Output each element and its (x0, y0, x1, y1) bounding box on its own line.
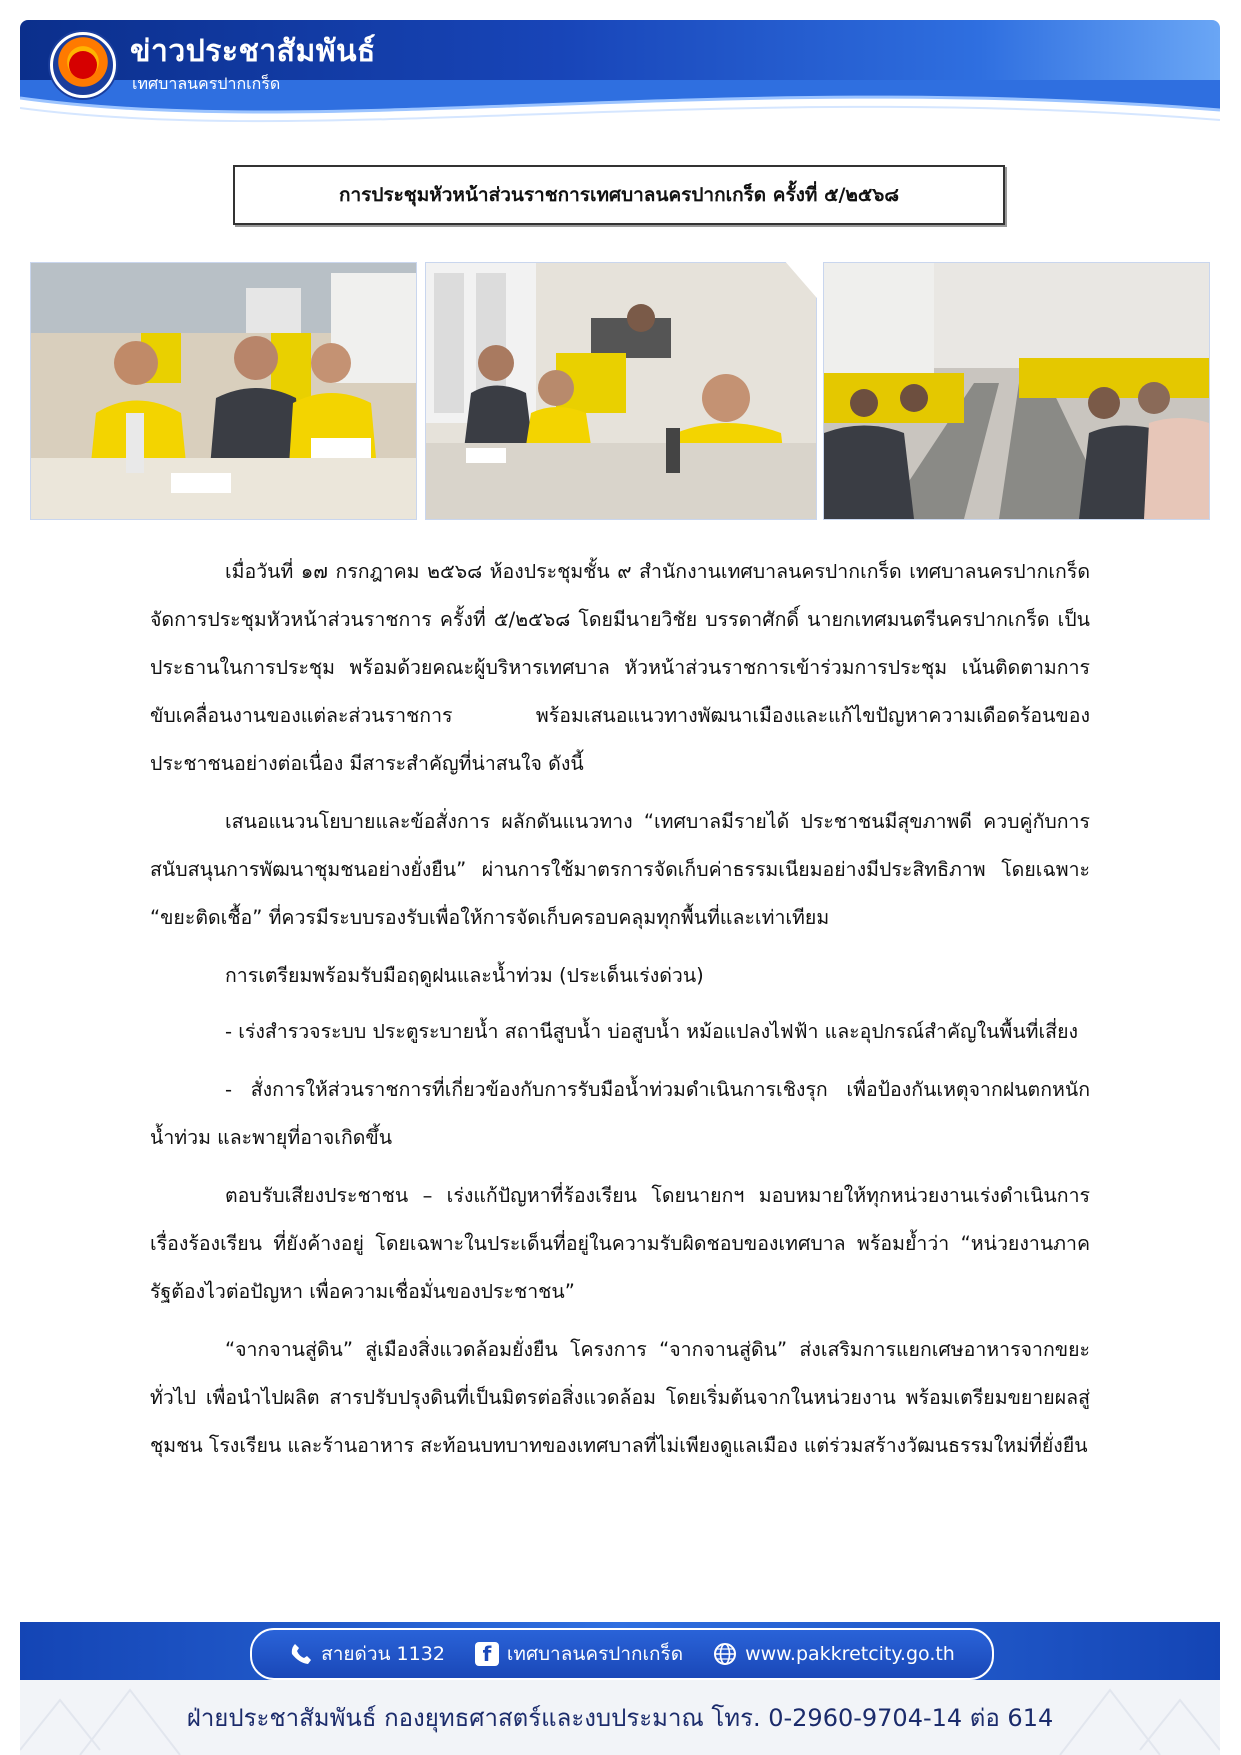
paragraph-flood-item-2: - สั่งการให้ส่วนราชการที่เกี่ยวข้องกับการรับมือน้ำท่วมดำเนินการเชิงรุก เพื่อป้องกันเหตุจากฝนตกหนัก น้ำท่วม และพายุที่อาจเกิดขึ้น (150, 1078, 1090, 1149)
municipal-seal-icon (50, 32, 116, 98)
facebook-text: เทศบาลนครปากเกร็ด (506, 1643, 684, 1665)
page-header (20, 20, 1220, 128)
facebook-link[interactable] (475, 1639, 683, 1669)
article-title-box (233, 165, 1005, 225)
header-title: ข่าวประชาสัมพันธ์ (130, 34, 376, 69)
page-footer (20, 1622, 1220, 1755)
website-text: www.pakkretcity.go.th (745, 1643, 955, 1665)
hotline-link[interactable] (289, 1639, 445, 1669)
paragraph-flood-item-1: - เร่งสำรวจระบบ ประตูระบายน้ำ สถานีสูบน้ำ บ่อสูบน้ำ หม้อแปลงไฟฟ้า และอุปกรณ์สำคัญในพื้นที่เสี่ยง (225, 1020, 1079, 1043)
meeting-photo-3 (823, 262, 1210, 520)
footer-contact-strip (20, 1680, 1220, 1755)
meeting-photo-1 (30, 262, 417, 520)
paragraph-policy: เสนอแนวนโยบายและข้อสั่งการ ผลักดันแนวทาง “เทศบาลมีรายได้ ประชาชนมีสุขภาพดี ควบคู่กับการสนับสนุนการพัฒนาชุมชนอย่างยั่งยืน” ผ่านการใช้มาตรการจัดเก็บค่าธรรมเนียมอย่างมีประสิทธิภาพ โดยเฉพาะ “ขยะติดเชื้อ” ที่ควรมีระบบรองรับเพื่อให้การจัดเก็บครอบคลุมทุกพื้นที่และเท่าเทียม (150, 810, 1090, 929)
article-title: การประชุมหัวหน้าส่วนราชการเทศบาลนครปากเกร็ด ครั้งที่ ๕/๒๕๖๘ (338, 184, 900, 206)
meeting-photo-2 (425, 262, 817, 520)
phone-icon (289, 1642, 313, 1666)
footer-contact-bar (250, 1628, 994, 1680)
website-link[interactable] (713, 1642, 955, 1666)
paragraph-flood-heading: การเตรียมพร้อมรับมือฤดูฝนและน้ำท่วม (ประเด็นเร่งด่วน) (225, 964, 704, 987)
article-body (150, 548, 1090, 1480)
paragraph-complaints: ตอบรับเสียงประชาชน – เร่งแก้ปัญหาที่ร้องเรียน โดยนายกฯ มอบหมายให้ทุกหน่วยงานเร่งดำเนินการเรื่องร้องเรียน ที่ยังค้างอยู่ โดยเฉพาะในประเด็นที่อยู่ในความรับผิดชอบของเทศบาล พร้อมย้ำว่า “หน่วยงานภาครัฐต้องไวต่อปัญหา เพื่อความเชื่อมั่นของประชาชน” (150, 1184, 1090, 1303)
contact-line: ฝ่ายประชาสัมพันธ์ กองยุทธศาสตร์และงบประมาณ โทร. 0-2960-9704-14 ต่อ 614 (186, 1704, 1054, 1732)
facebook-icon: f (475, 1642, 499, 1666)
paragraph-plate-to-soil: “จากจานสู่ดิน” สู่เมืองสิ่งแวดล้อมยั่งยืน โครงการ “จากจานสู่ดิน” ส่งเสริมการแยกเศษอาหารจากขยะทั่วไป เพื่อนำไปผลิต สารปรับปรุงดินที่เป็นมิตรต่อสิ่งแวดล้อม โดยเริ่มต้นจากในหน่วยงาน พร้อมเตรียมขยายผลสู่ชุมชน โรงเรียน และร้านอาหาร สะท้อนบทบาทของเทศบาลที่ไม่เพียงดูแลเมือง แต่ร่วมสร้างวัฒนธรรมใหม่ที่ยั่งยืน (150, 1338, 1090, 1457)
header-subtitle: เทศบาลนครปากเกร็ด (132, 74, 281, 93)
hotline-text: สายด่วน 1132 (321, 1643, 445, 1665)
globe-icon (713, 1642, 737, 1666)
paragraph-intro: เมื่อวันที่ ๑๗ กรกฎาคม ๒๕๖๘ ห้องประชุมชั้น ๙ สำนักงานเทศบาลนครปากเกร็ด เทศบาลนครปากเกร็ดจัดการประชุมหัวหน้าส่วนราชการ ครั้งที่ ๕/๒๕๖๘ โดยมีนายวิชัย บรรดาศักดิ์ นายกเทศมนตรีนครปากเกร็ด เป็นประธานในการประชุม พร้อมด้วยคณะผู้บริหารเทศบาล หัวหน้าส่วนราชการเข้าร่วมการประชุม เน้นติดตามการขับเคลื่อนงานของแต่ละส่วนราชการ พร้อมเสนอแนวทางพัฒนาเมืองและแก้ไขปัญหาความเดือดร้อนของประชาชนอย่างต่อเนื่อง มีสาระสำคัญที่น่าสนใจ ดังนี้ (150, 560, 1090, 775)
